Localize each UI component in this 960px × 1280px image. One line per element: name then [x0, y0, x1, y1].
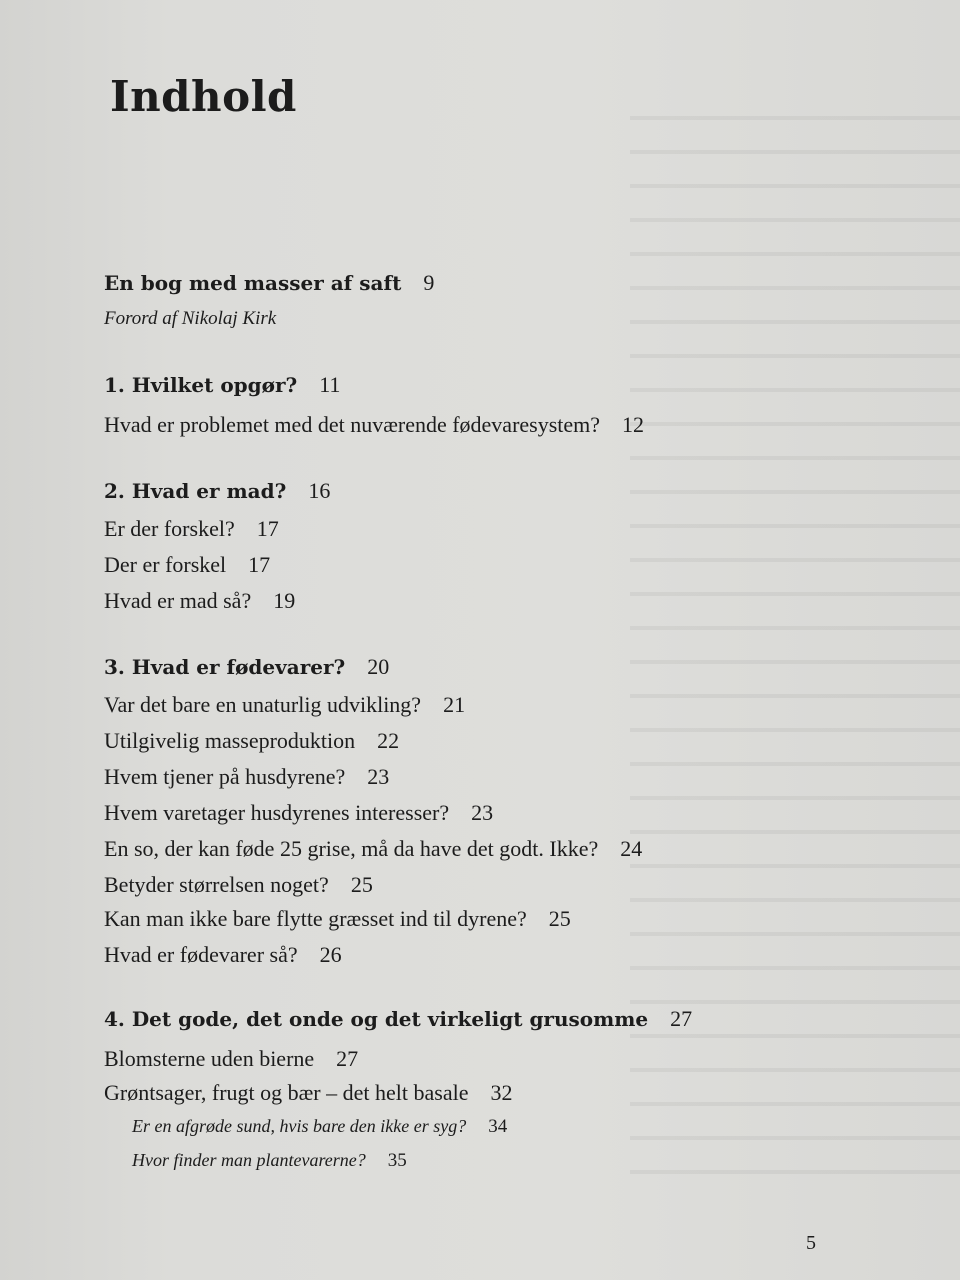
toc-sub-entry [104, 872, 373, 898]
toc-chapter-entry [104, 372, 340, 398]
toc-entry-page: 17 [248, 552, 271, 577]
toc-entry-page: 34 [488, 1116, 508, 1137]
toc-sub-entry [104, 588, 295, 614]
toc-entry-title: Blomsterne uden bierne [104, 1046, 315, 1071]
toc-entry-page: 35 [387, 1150, 407, 1171]
toc-entry-page: 23 [471, 800, 494, 825]
toc-entry-title: Forord af Nikolaj Kirk [104, 308, 277, 329]
toc-sub-entry [104, 764, 389, 790]
toc-entry-title: Kan man ikke bare flytte græsset ind til dyrene? [104, 906, 527, 931]
toc-subsub-entry [132, 1150, 407, 1172]
toc-sub-entry [104, 906, 571, 932]
toc-entry-page: 27 [336, 1046, 359, 1071]
toc-entry-page: 22 [377, 728, 400, 753]
toc-note-entry [104, 308, 276, 330]
toc-entry-title: Betyder størrelsen noget? [104, 872, 329, 897]
toc-entry-page: 19 [273, 588, 296, 613]
toc-sub-entry [104, 692, 465, 718]
toc-entry-title: Er der forskel? [104, 516, 235, 541]
toc-entry-title: Er en afgrøde sund, hvis bare den ikke er syg? [132, 1116, 467, 1136]
toc-entry-title: Hvad er mad så? [104, 588, 252, 613]
toc-entry-title: Grøntsager, frugt og bær – det helt basale [104, 1080, 469, 1105]
toc-sub-entry [104, 800, 493, 826]
toc-entry-title: Hvad er problemet med det nuværende fødevaresystem? [104, 412, 601, 437]
toc-sub-entry [104, 942, 342, 968]
toc-entry-title: 4. Det gode, det onde og det virkeligt grusomme [104, 1007, 649, 1031]
toc-sub-entry [104, 1046, 358, 1072]
toc-chapter-entry [104, 1006, 692, 1032]
toc-entry-title: Var det bare en unaturlig udvikling? [104, 692, 422, 717]
toc-entry-title: Der er forskel [104, 552, 227, 577]
toc-entry-title: 2. Hvad er mad? [104, 479, 287, 503]
toc-entry-title: En so, der kan føde 25 grise, må da have det godt. Ikke? [104, 836, 599, 861]
toc-entry-page: 16 [308, 478, 331, 503]
toc-sub-entry [104, 552, 270, 578]
toc-entry-page: 24 [620, 836, 643, 861]
toc-sub-entry [104, 1080, 512, 1106]
toc-entry-page: 11 [319, 372, 341, 397]
toc-entry-page: 9 [423, 270, 435, 295]
toc-entry-title: 3. Hvad er fødevarer? [104, 655, 346, 679]
toc-entry-page: 17 [256, 516, 279, 541]
toc-entry-title: 1. Hvilket opgør? [104, 373, 298, 397]
toc-entry-page: 25 [548, 906, 571, 931]
toc-entry-page: 26 [319, 942, 342, 967]
toc-sub-entry [104, 728, 399, 754]
toc-entry-page: 32 [490, 1080, 513, 1105]
toc-chapter-entry [104, 478, 330, 504]
toc-chapter-entry [104, 270, 434, 296]
toc-entry-page: 25 [350, 872, 373, 897]
toc-sub-entry [104, 412, 644, 438]
toc-entry-title: Hvem varetager husdyrenes interesser? [104, 800, 450, 825]
toc-sub-entry [104, 836, 642, 862]
toc-entry-page: 23 [367, 764, 390, 789]
toc-subsub-entry [132, 1116, 507, 1138]
toc-entry-title: Hvem tjener på husdyrene? [104, 764, 346, 789]
page-number: 5 [806, 1232, 816, 1254]
toc-entry-title: Hvad er fødevarer så? [104, 942, 298, 967]
toc-entry-title: Utilgivelig masseproduktion [104, 728, 356, 753]
toc-entry-page: 12 [622, 412, 645, 437]
toc-entry-page: 20 [367, 654, 390, 679]
toc-chapter-entry [104, 654, 389, 680]
toc-sub-entry [104, 516, 279, 542]
page-heading: Indhold [110, 72, 297, 121]
toc-entry-page: 27 [670, 1006, 693, 1031]
toc-entry-title: En bog med masser af saft [104, 271, 402, 295]
toc-entry-title: Hvor finder man plantevarerne? [132, 1150, 366, 1170]
toc-entry-page: 21 [443, 692, 466, 717]
